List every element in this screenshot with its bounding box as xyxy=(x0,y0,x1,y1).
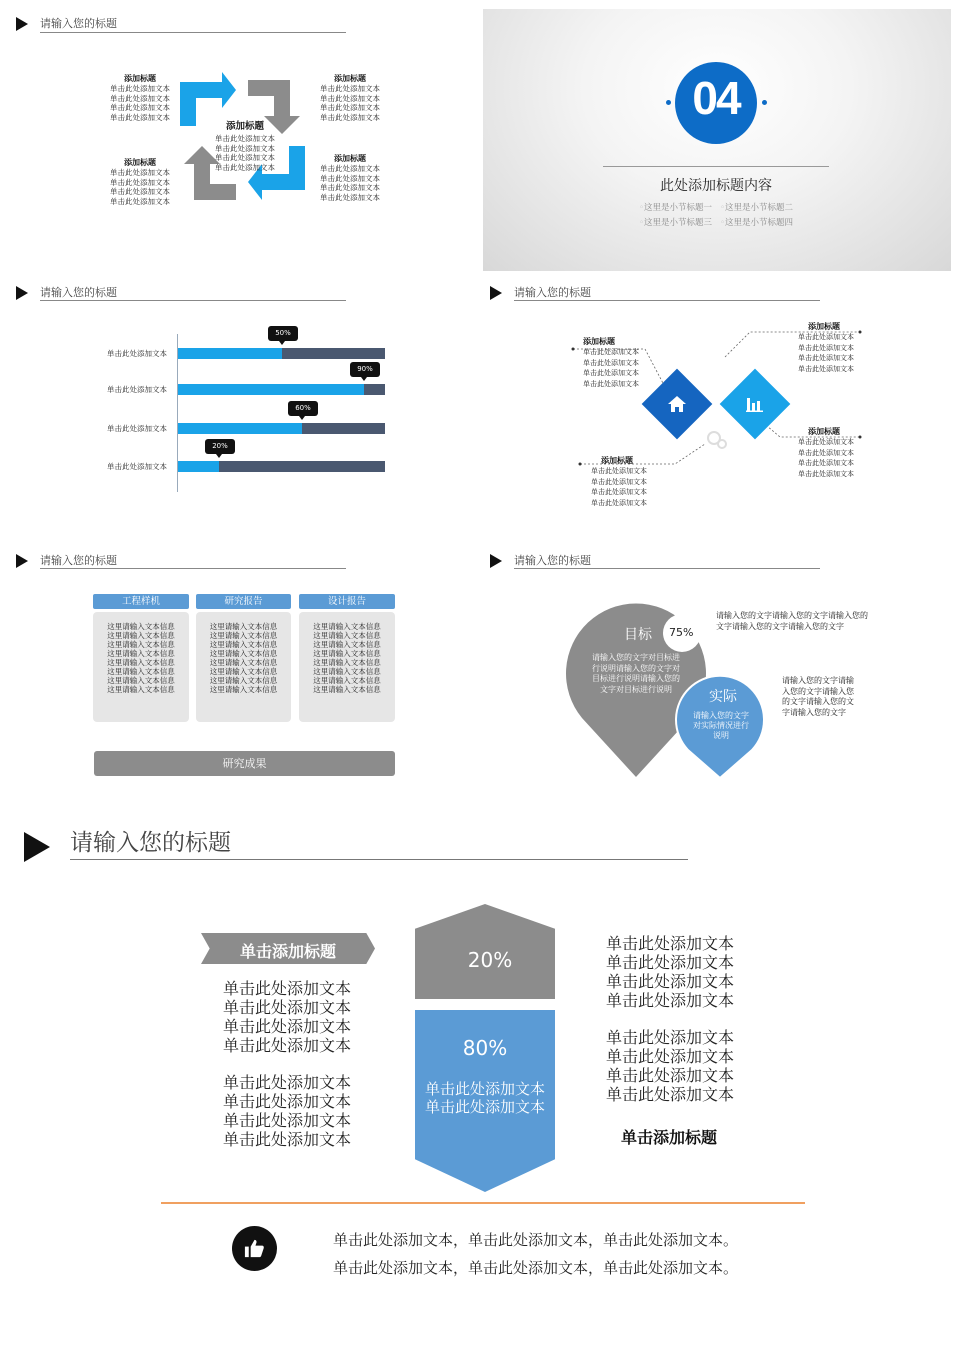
right-title[interactable]: 单击添加标题 xyxy=(620,1128,717,1147)
slide-title[interactable]: 请输入您的标题 xyxy=(40,554,117,567)
cycle-block-bottom-left: 添加标题 单击此处添加文本 单击此处添加文本 单击此处添加文本 单击此处添加文本 xyxy=(110,158,170,206)
center-title[interactable]: 添加标题 xyxy=(225,121,264,132)
sub-item[interactable]: ◦这里是小节标题四 xyxy=(720,218,794,228)
result-bar[interactable]: 研究成果 xyxy=(94,751,395,776)
column-1 xyxy=(93,594,189,722)
column-header[interactable]: 工程样机 xyxy=(93,594,189,609)
bar-tag-pointer xyxy=(361,377,367,381)
circle-dot-right xyxy=(762,100,767,105)
title-underline xyxy=(70,859,688,860)
bar-fill xyxy=(178,384,364,395)
actual-label[interactable]: 实际 xyxy=(709,689,737,705)
bar-tag-pointer xyxy=(216,454,222,458)
goal-percent[interactable]: 75% xyxy=(669,626,694,639)
bar-fill xyxy=(178,461,219,472)
footer-lines: 单击此处添加文本，单击此处添加文本，单击此处添加文本。 单击此处添加文本，单击此处添加文本，单击此处添加文本。 xyxy=(333,1231,739,1277)
section-number[interactable]: 04 xyxy=(692,72,740,124)
goal-label[interactable]: 目标 xyxy=(624,627,652,643)
thumbs-up-icon xyxy=(243,1237,266,1260)
top-percent[interactable]: 20% xyxy=(467,948,513,972)
center-lines: 单击此处添加文本 单击此处添加文本 单击此处添加文本 单击此处添加文本 xyxy=(215,134,275,172)
actual-text[interactable]: 请输入您的文字对实际情况进行说明 xyxy=(693,711,749,740)
bar-value-tag[interactable]: 90% xyxy=(350,362,380,377)
header-arrow-icon xyxy=(16,554,28,568)
column-body: 这里请输入文本信息 这里请输入文本信息 这里请输入文本信息 这里请输入文本信息 这里请输入文本信息 这里请输入文本信息 这里请输入文本信息 这里请输入文本信息 xyxy=(299,612,395,722)
slide-cycle xyxy=(0,0,480,270)
bar-category-label[interactable]: 单击此处添加文本 xyxy=(107,462,167,471)
left-group-2: 单击此处添加文本 单击此处添加文本 单击此处添加文本 单击此处添加文本 xyxy=(223,1073,352,1149)
diamond-block-right-top: 添加标题 单击此处添加文本 单击此处添加文本 单击此处添加文本 单击此处添加文本 xyxy=(798,322,854,373)
bar-chart xyxy=(0,272,480,542)
bar-value-tag[interactable]: 60% xyxy=(288,401,318,416)
header-arrow-icon xyxy=(16,17,28,31)
bottom-lines: 单击此处添加文本 单击此处添加文本 xyxy=(424,1080,545,1116)
cycle-block-bottom-right: 添加标题 单击此处添加文本 单击此处添加文本 单击此处添加文本 单击此处添加文本 xyxy=(320,154,380,202)
goal-text[interactable]: 请输入您的文字对目标进行说明请输入您的文字对目标进行说明请输入您的文字对目标进行说明 xyxy=(592,653,680,694)
slide-columns xyxy=(0,542,480,812)
right-mid-text[interactable]: 请输入您的文字请输入您的文字请输入您的文字请输入您的文字请输入您的文字 xyxy=(782,676,854,717)
bar-value-tag[interactable]: 50% xyxy=(268,326,298,341)
column-3 xyxy=(299,594,395,722)
slide-title[interactable]: 请输入您的标题 xyxy=(514,286,591,299)
bar-fill xyxy=(178,348,282,359)
sub-item[interactable]: ◦这里是小节标题一 xyxy=(638,203,712,213)
cycle-center-block xyxy=(205,118,285,172)
section-divider xyxy=(603,166,829,167)
home-icon xyxy=(667,395,687,413)
slide-comparison xyxy=(0,812,960,1352)
slide-title[interactable]: 请输入您的标题 xyxy=(514,554,591,567)
column-2 xyxy=(196,594,291,722)
right-group-1: 单击此处添加文本 单击此处添加文本 单击此处添加文本 单击此处添加文本 xyxy=(606,934,735,1010)
circle-dot-left xyxy=(666,100,671,105)
title-underline xyxy=(40,568,346,569)
cycle-block-top-right: 添加标题 单击此处添加文本 单击此处添加文本 单击此处添加文本 单击此处添加文本 xyxy=(320,74,380,122)
bar-value-tag[interactable]: 20% xyxy=(205,439,235,454)
orange-divider xyxy=(161,1202,805,1204)
section-title[interactable]: 此处添加标题内容 xyxy=(660,178,772,194)
cycle-block-top-left: 添加标题 单击此处添加文本 单击此处添加文本 单击此处添加文本 单击此处添加文本 xyxy=(110,74,170,122)
bar-category-label[interactable]: 单击此处添加文本 xyxy=(107,424,167,433)
right-group-2: 单击此处添加文本 单击此处添加文本 单击此处添加文本 单击此处添加文本 xyxy=(606,1028,735,1104)
column-body: 这里请输入文本信息 这里请输入文本信息 这里请输入文本信息 这里请输入文本信息 这里请输入文本信息 这里请输入文本信息 这里请输入文本信息 这里请输入文本信息 xyxy=(93,612,189,722)
slide-title[interactable]: 请输入您的标题 xyxy=(70,830,231,856)
sub-item[interactable]: ◦这里是小节标题三 xyxy=(638,218,712,228)
right-top-text[interactable]: 请输入您的文字请输入您的文字请输入您的文字请输入您的文字请输入您的文字 xyxy=(716,611,868,631)
slide-title[interactable]: 请输入您的标题 xyxy=(40,17,117,30)
column-header[interactable]: 设计报告 xyxy=(299,594,395,609)
bar-category-label[interactable]: 单击此处添加文本 xyxy=(107,385,167,394)
bullet-dot-icon: ◦ xyxy=(720,218,726,228)
bar-category-label[interactable]: 单击此处添加文本 xyxy=(107,349,167,358)
diamond-block-left-top: 添加标题 单击此处添加文本 单击此处添加文本 单击此处添加文本 单击此处添加文本 xyxy=(583,337,639,388)
left-group-1: 单击此处添加文本 单击此处添加文本 单击此处添加文本 单击此处添加文本 xyxy=(223,979,352,1055)
left-banner-label[interactable]: 单击添加标题 xyxy=(239,942,336,961)
drop-shapes xyxy=(480,542,960,812)
bullet-dot-icon: ◦ xyxy=(720,203,726,213)
bar-chart-icon xyxy=(746,395,764,412)
bullet-dot-icon: ◦ xyxy=(638,203,644,213)
slide-title[interactable]: 请输入您的标题 xyxy=(40,286,117,299)
section-subs xyxy=(603,201,829,231)
title-underline xyxy=(40,32,346,33)
bar-tag-pointer xyxy=(279,341,285,345)
column-body: 这里请输入文本信息 这里请输入文本信息 这里请输入文本信息 这里请输入文本信息 这里请输入文本信息 这里请输入文本信息 这里请输入文本信息 这里请输入文本信息 xyxy=(196,612,291,722)
sub-item[interactable]: ◦这里是小节标题二 xyxy=(720,203,794,213)
bottom-percent[interactable]: 80% xyxy=(462,1036,508,1060)
column-header[interactable]: 研究报告 xyxy=(196,594,291,609)
diamond-block-left-bottom: 添加标题 单击此处添加文本 单击此处添加文本 单击此处添加文本 单击此处添加文本 xyxy=(591,456,647,507)
slide-goal-actual xyxy=(480,542,960,812)
header-arrow-icon xyxy=(24,832,50,862)
slide-progress-bars xyxy=(0,272,480,542)
diamond-block-right-bottom: 添加标题 单击此处添加文本 单击此处添加文本 单击此处添加文本 单击此处添加文本 xyxy=(798,427,854,478)
slide-section xyxy=(483,9,951,271)
bar-fill xyxy=(178,423,302,434)
bullet-dot-icon: ◦ xyxy=(638,218,644,228)
diamond-connectors xyxy=(480,272,960,542)
slide-diamonds xyxy=(480,272,960,542)
bar-tag-pointer xyxy=(299,416,305,420)
